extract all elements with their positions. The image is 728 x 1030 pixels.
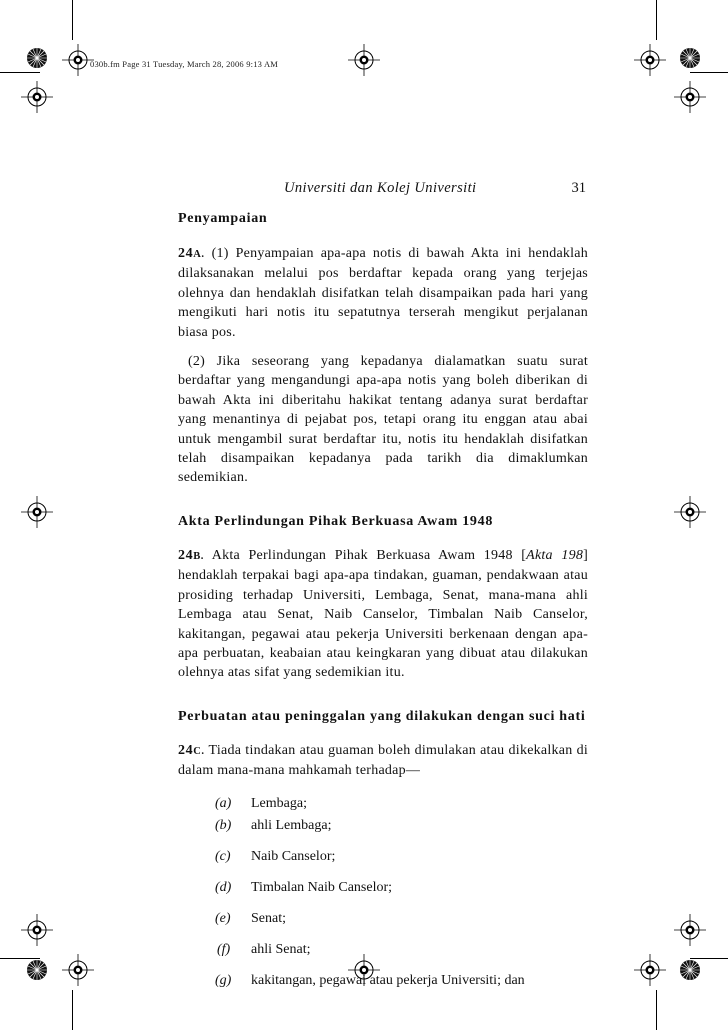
running-head [178, 180, 588, 200]
list-item: (b) ahli Lembaga; [215, 817, 332, 833]
list-item: (c) Naib Canselor; [215, 848, 336, 864]
print-slug: 030b.fm Page 31 Tuesday, March 28, 2006 9:13 AM [90, 59, 279, 69]
section-number-24c: 24C. [178, 742, 205, 758]
section-heading-penyampaian: Penyampaian [178, 211, 268, 226]
section-24c-paragraph: 24C. Tiada tindakan atau guaman boleh dimulakan atau dikekalkan di dalam mana-mana mahkamah terhadap— [178, 742, 589, 779]
page-number: 31 [571, 180, 586, 196]
list-item: (e) Senat; [215, 910, 286, 926]
section-heading-perbuatan: Perbuatan atau peninggalan yang dilakukan dengan suci hati [178, 708, 586, 724]
running-head-title: Universiti dan Kolej Universiti [284, 180, 477, 196]
section-heading-akta-perlindungan: Akta Perlindungan Pihak Berkuasa Awam 1948 [178, 513, 494, 529]
section-24a-paragraph-1: 24A. (1) Penyampaian apa-apa notis di bawah Akta ini hendaklah dilaksanakan melalui pos berdaftar kepada orang yang terjejas olehnya dan hendaklah disifatkan telah disampaikan pada hari yang mengikuti hari notis itu sepatutnya terserah mengikut perjalanan biasa pos. [178, 246, 589, 340]
list-item: (f) ahli Senat; [217, 941, 311, 957]
section-number-24b: 24B. [178, 547, 205, 563]
list-item: (g) kakitangan, pegawai atau pekerja Universiti; dan [215, 972, 525, 988]
page-content [178, 209, 588, 990]
list-item: (d) Timbalan Naib Canselor; [215, 879, 393, 895]
section-24a-paragraph-2: (2) Jika seseorang yang kepadanya dialamatkan suatu surat berdaftar yang mengandungi apa-apa notis yang boleh diberikan di bawah Akta ini diberitahu hakikat tentang adanya surat berdaftar yang menantinya di pejabat pos, tetapi orang itu enggan atau abai untuk mengambil surat berdaftar itu, notis itu hendaklah disifatkan telah disampaikan kepadanya pada tarikh dia dimaklumkan sedemikian. [178, 354, 588, 486]
section-number-24a: 24A. [178, 246, 205, 261]
act-reference: Akta 198 [526, 547, 584, 563]
list-item: (a) Lembaga; [215, 795, 307, 811]
party-list [215, 794, 588, 990]
section-24b-paragraph: 24B. Akta Perlindungan Pihak Berkuasa Awam 1948 [Akta 198] hendaklah terpakai bagi apa-apa tindakan, guaman, pendakwaan atau prosiding terhadap Universiti, Lembaga, Senat, mana-mana ahli Lembaga atau Senat, Naib Canselor, Timbalan Naib Canselor, kakitangan, pegawai atau pekerja Universiti berkenaan dengan apa-apa perbuatan, keabaian atau keingkaran yang dibuat atau dilakukan olehnya atas sifat yang sedemikian itu. [178, 547, 588, 681]
